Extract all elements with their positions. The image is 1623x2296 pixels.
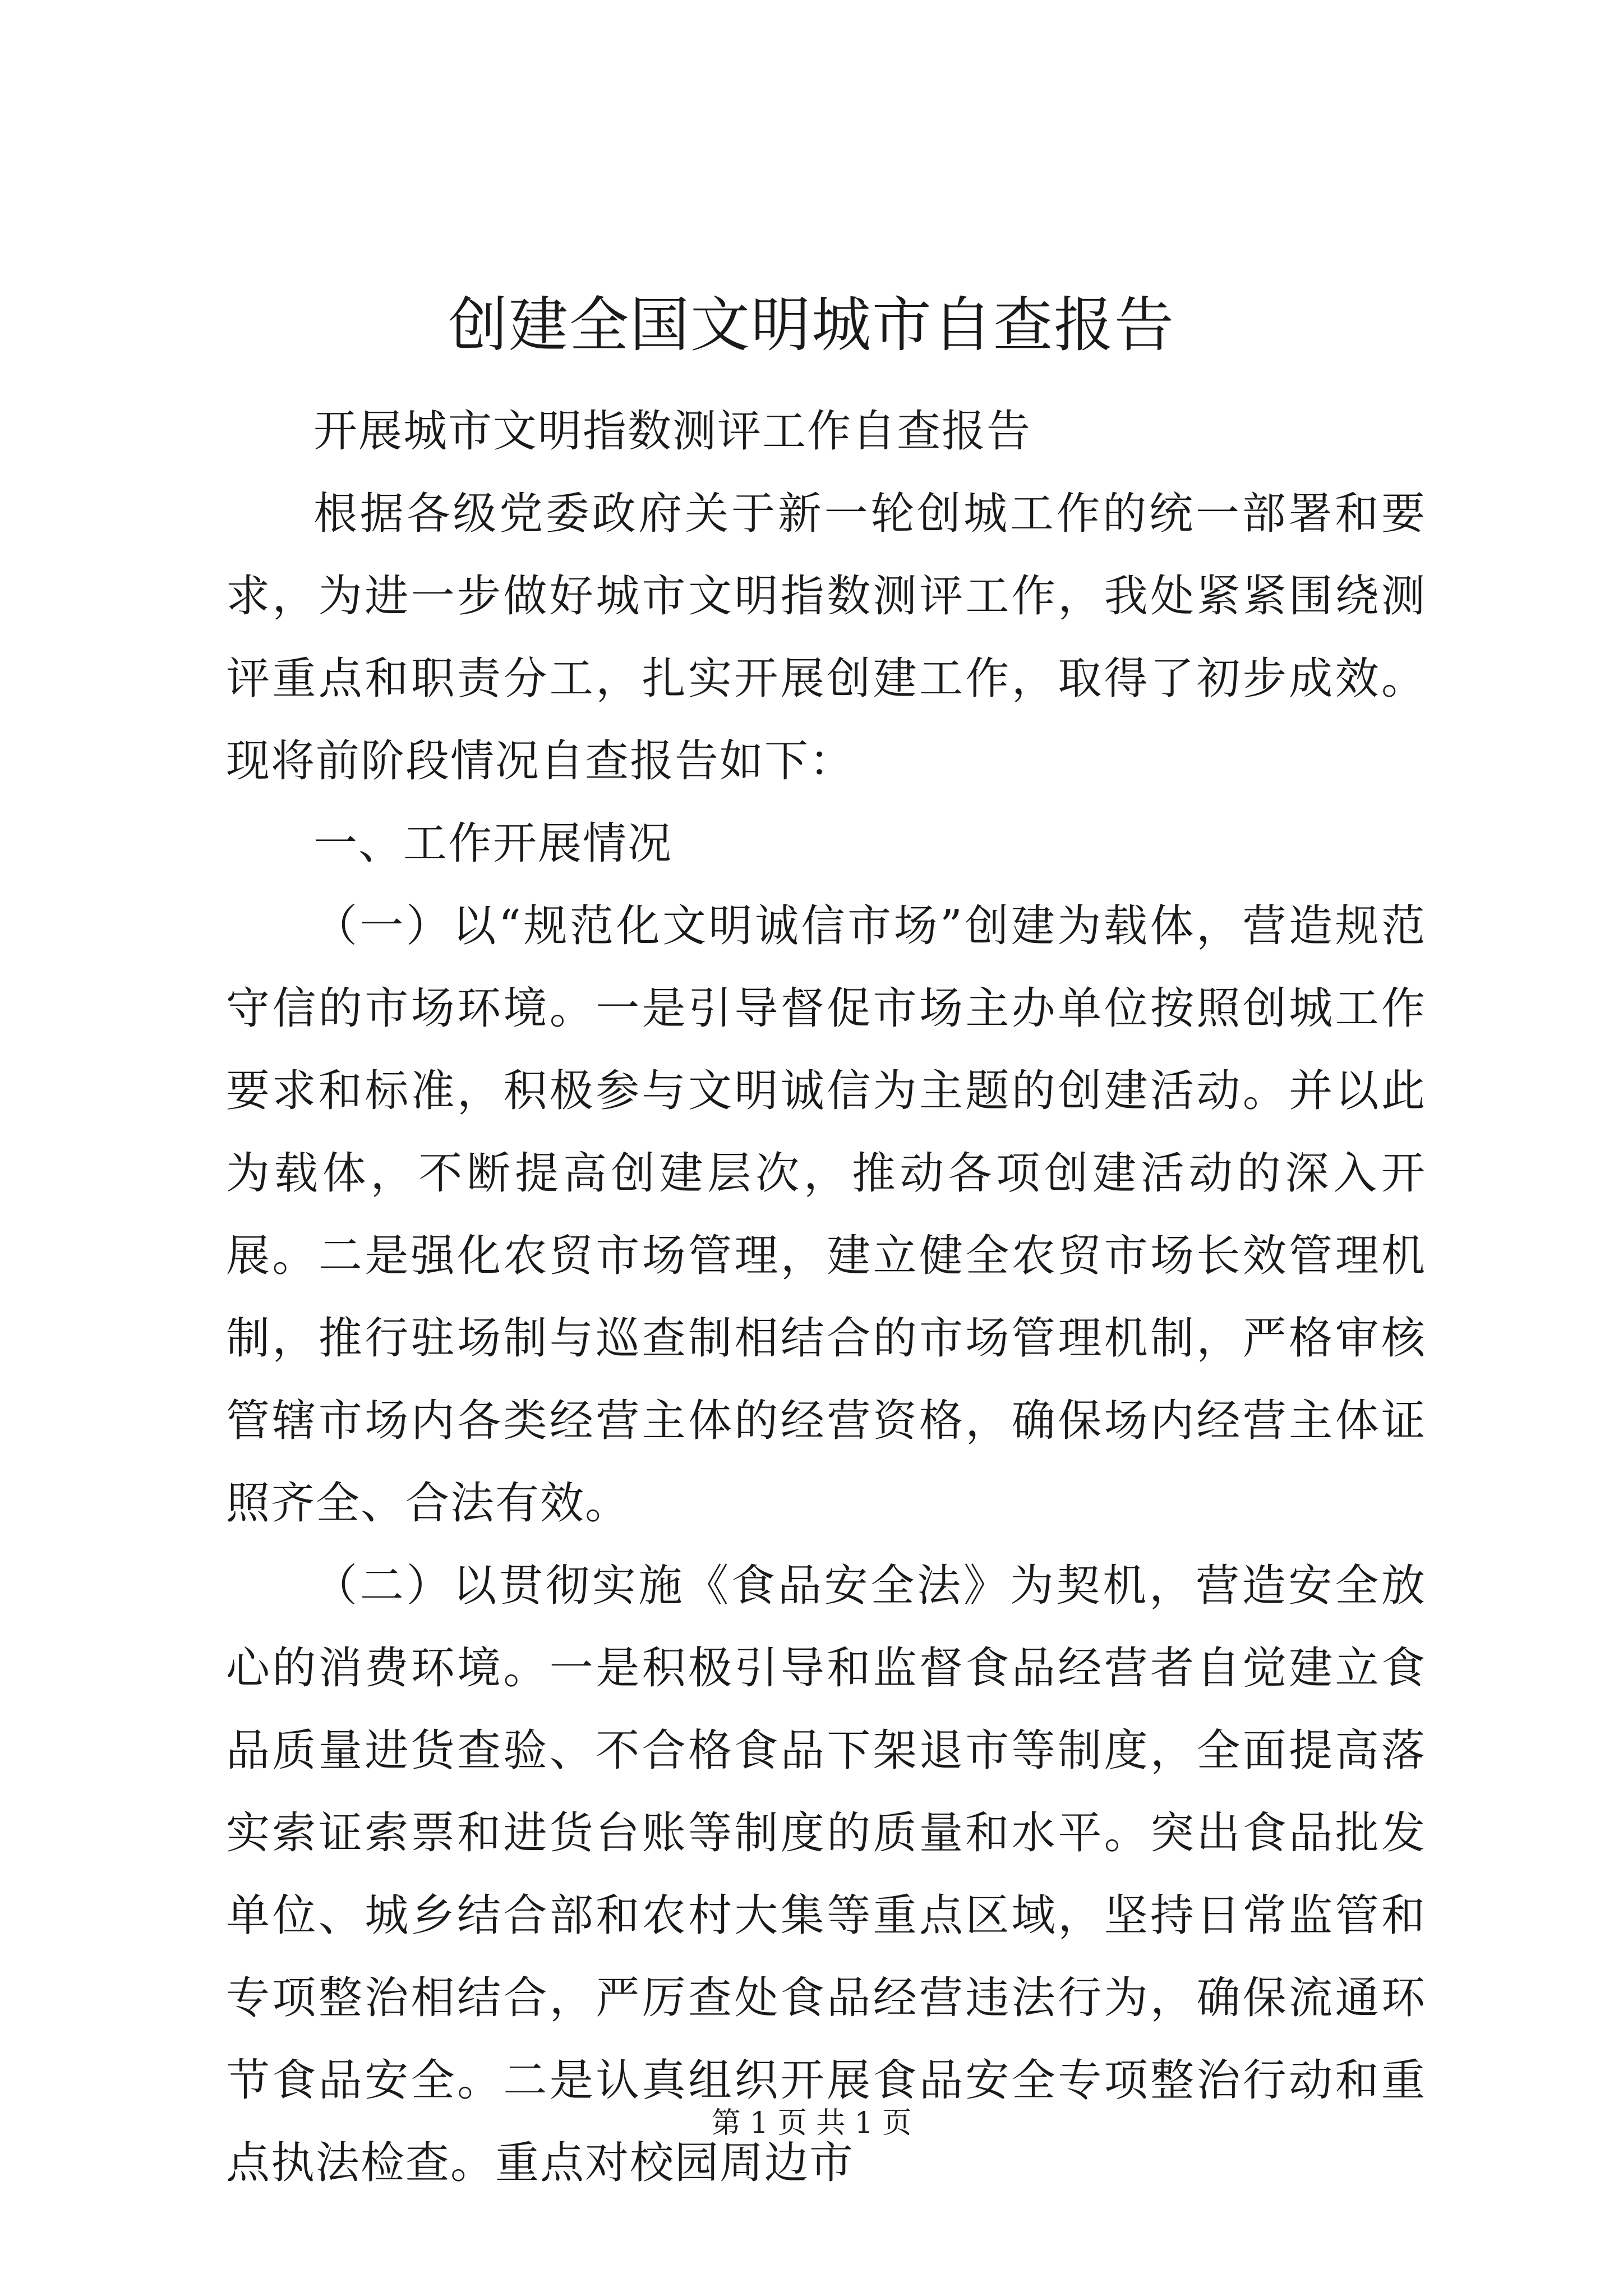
document-body	[226, 390, 1426, 2205]
intro-paragraph: 根据各级党委政府关于新一轮创城工作的统一部署和要求，为进一步做好城市文明指数测评工作，我处紧紧围绕测评重点和职责分工，扎实开展创建工作，取得了初步成效。现将前阶段情况自查报告如下：	[226, 489, 1426, 786]
document-title: 创建全国文明城市自查报告	[448, 291, 1175, 360]
section-1-paragraph: （一）以“规范化文明诚信市场”创建为载体，营造规范守信的市场环境。一是引导督促市场主办单位按照创城工作要求和标准，积极参与文明诚信为主题的创建活动。并以此为载体，不断提高创建层次，推动各项创建活动的深入开展。二是强化农贸市场管理，建立健全农贸市场长效管理机制，推行驻场制与巡查制相结合的市场管理机制，严格审核管辖市场内各类经营主体的经营资格，确保场内经营主体证照齐全、合法有效。	[226, 901, 1426, 1529]
section-heading: 一、工作开展情况	[313, 818, 673, 869]
page-footer: 第 1 页 共 1 页	[711, 2106, 912, 2140]
subtitle-paragraph: 开展城市文明指数测评工作自查报告	[313, 406, 1032, 457]
section-2-paragraph: （二）以贯彻实施《食品安全法》为契机，营造安全放心的消费环境。一是积极引导和监督食品经营者自觉建立食品质量进货查验、不合格食品下架退市等制度，全面提高落实索证索票和进货台账等制度的质量和水平。突出食品批发单位、城乡结合部和农村大集等重点区域，坚持日常监管和专项整治相结合，严厉查处食品经营违法行为，确保流通环节食品安全。二是认真组织开展食品安全专项整治行动和重点执法检查。重点对校园周边市	[226, 1561, 1426, 2188]
